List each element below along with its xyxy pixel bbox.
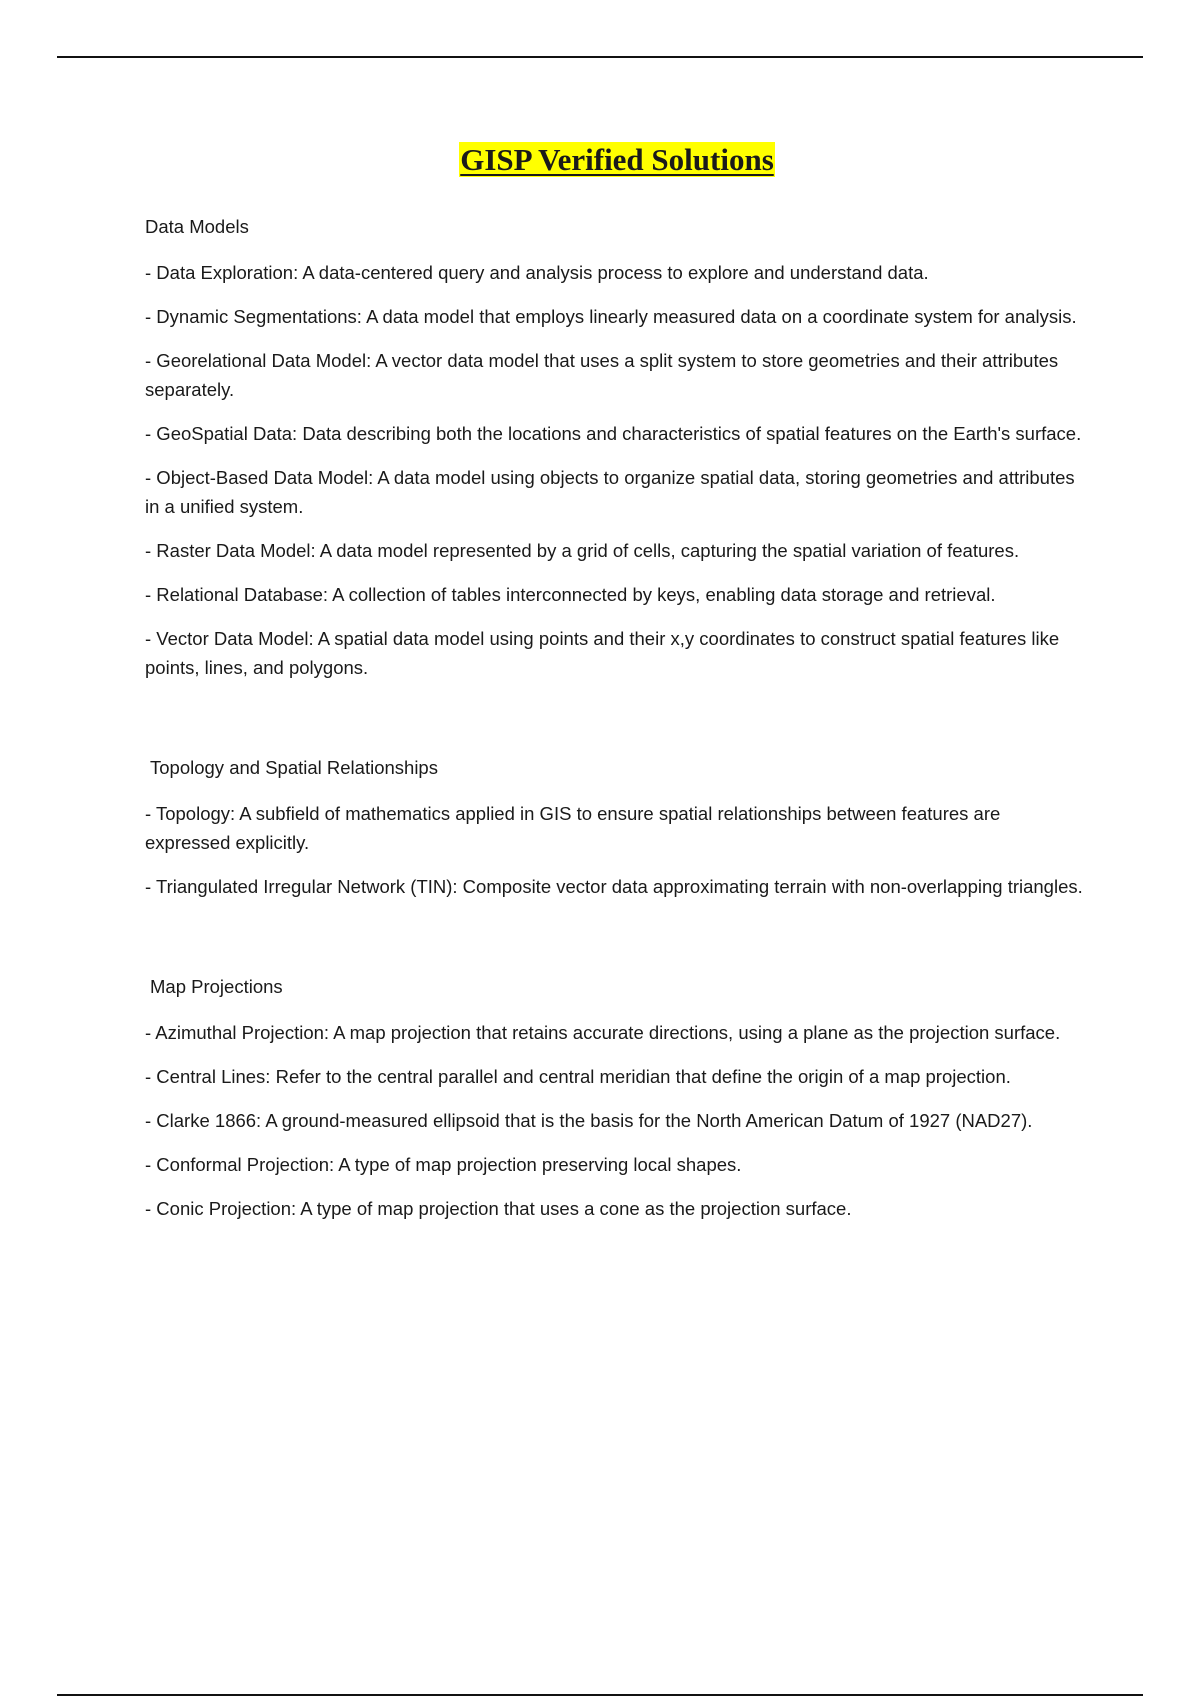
definition-item: - Azimuthal Projection: A map projection that retains accurate directions, using a plane as the projection surface. [145,1022,1061,1043]
definition-item: - Georelational Data Model: A vector data model that uses a split system to store geometries and their attributes separately. [145,350,1059,400]
definition-item: - GeoSpatial Data: Data describing both the locations and characteristics of spatial features on the Earth's surface. [145,423,1082,444]
page-title [0,142,1200,178]
section-topology [145,753,1090,901]
definition-item: - Raster Data Model: A data model represented by a grid of cells, capturing the spatial variation of features. [145,540,1020,561]
definition-item: - Conformal Projection: A type of map projection preserving local shapes. [145,1154,742,1175]
section-data-models [145,212,1090,682]
definition-item: - Topology: A subfield of mathematics applied in GIS to ensure spatial relationships between features are expressed explicitly. [145,803,1001,853]
section-heading: Data Models [145,216,249,237]
section-heading: Map Projections [150,976,283,997]
definition-item: - Object-Based Data Model: A data model using objects to organize spatial data, storing geometries and attributes in a unified system. [145,467,1075,517]
definition-item: - Clarke 1866: A ground-measured ellipsoid that is the basis for the North American Datum of 1927 (NAD27). [145,1110,1033,1131]
definition-item: - Vector Data Model: A spatial data model using points and their x,y coordinates to construct spatial features like points, lines, and polygons. [145,628,1060,678]
definition-item: - Triangulated Irregular Network (TIN): Composite vector data approximating terrain with non-overlapping triangles. [145,876,1083,897]
definition-item: - Dynamic Segmentations: A data model that employs linearly measured data on a coordinate system for analysis. [145,306,1077,327]
section-spacer [145,697,1090,753]
section-spacer [145,916,1090,972]
definition-item: - Data Exploration: A data-centered query and analysis process to explore and understand data. [145,262,929,283]
section-map-projections [145,972,1090,1223]
page-title-text: GISP Verified Solutions [460,142,774,177]
definition-item: - Central Lines: Refer to the central parallel and central meridian that define the origin of a map projection. [145,1066,1011,1087]
definition-item: - Conic Projection: A type of map projection that uses a cone as the projection surface. [145,1198,852,1219]
document-body [145,212,1090,1238]
definition-item: - Relational Database: A collection of tables interconnected by keys, enabling data storage and retrieval. [145,584,996,605]
top-rule [57,56,1143,58]
bottom-rule [57,1694,1143,1696]
section-heading: Topology and Spatial Relationships [150,757,438,778]
